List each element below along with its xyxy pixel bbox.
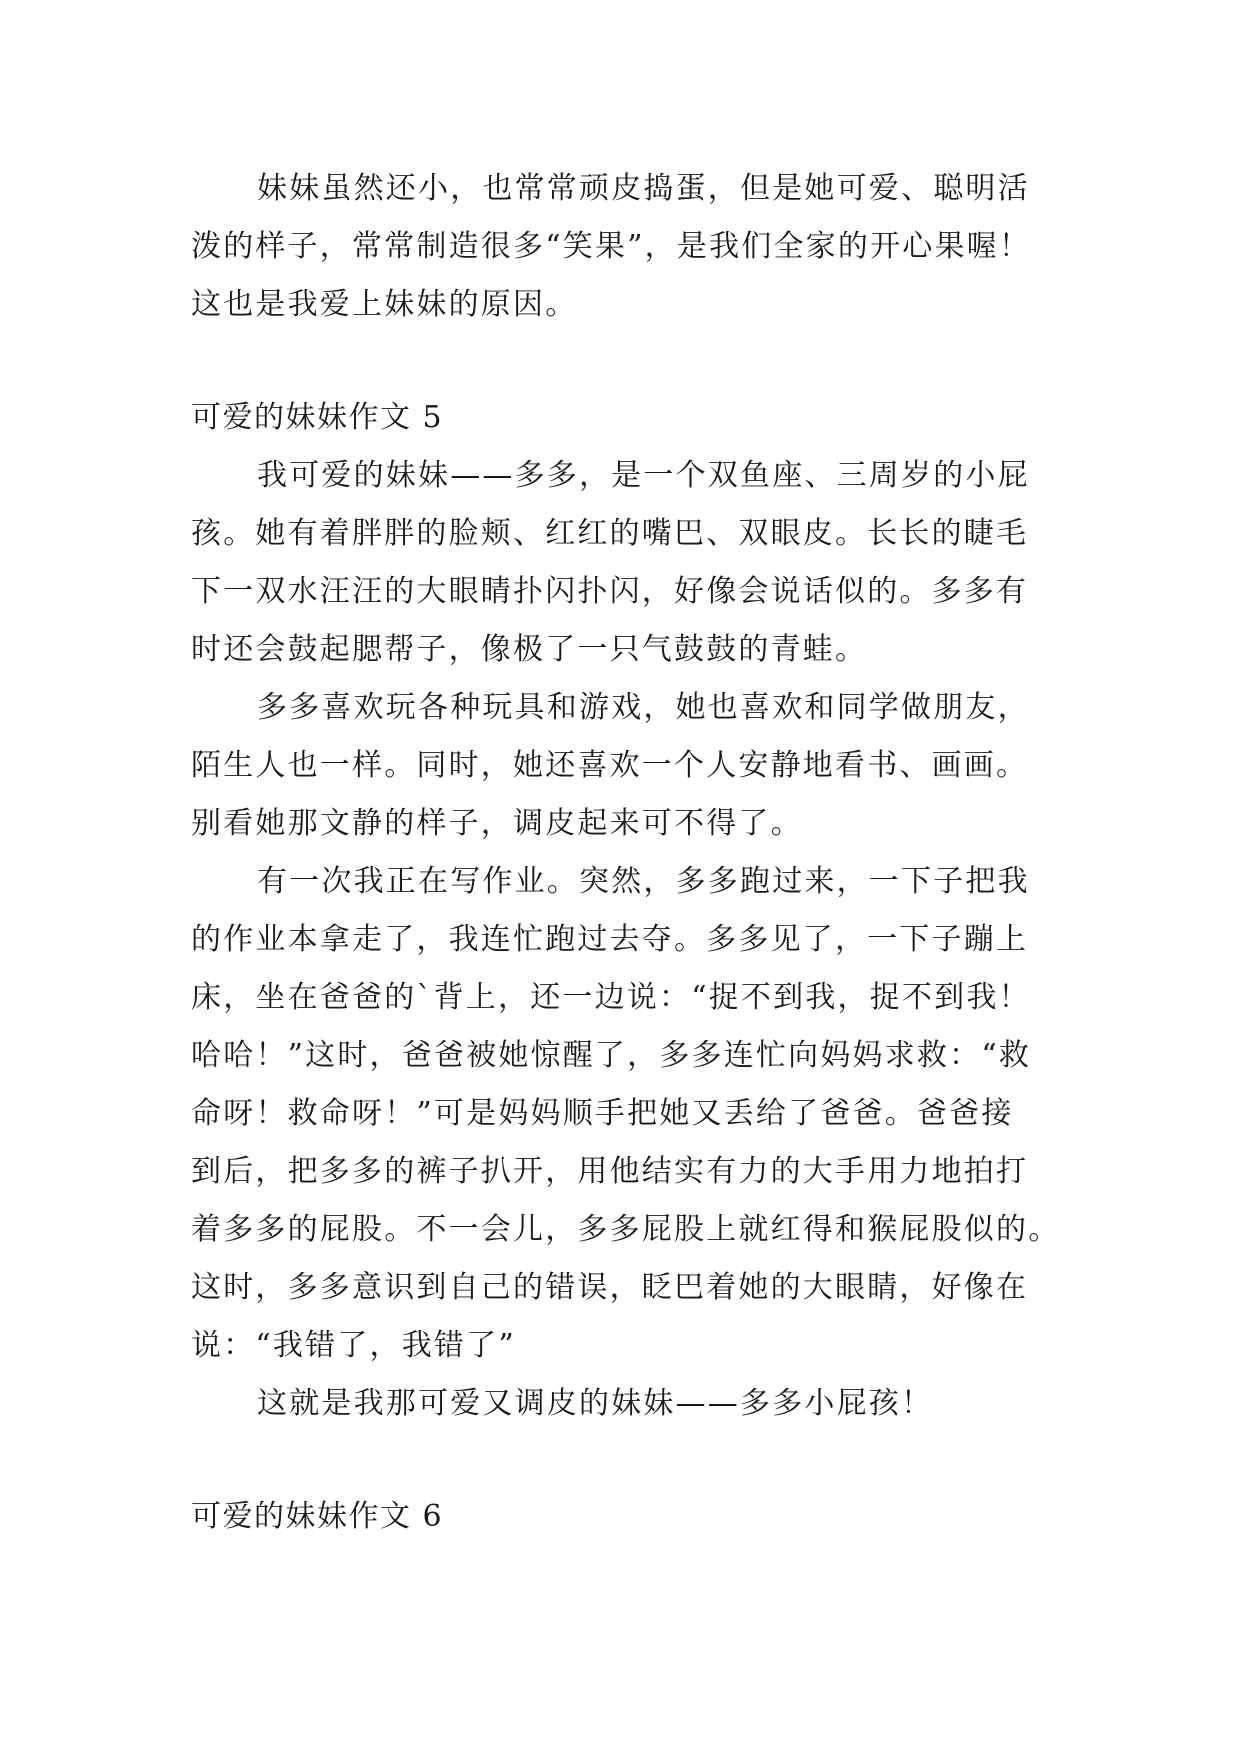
paragraph-line: 到后，把多多的裤子扒开，用他结实有力的大手用力地拍打 bbox=[191, 1154, 1029, 1189]
paragraph-line: 床，坐在爸爸的`背上，还一边说：“捉不到我，捉不到我！ bbox=[191, 980, 1031, 1015]
paragraph-line: 泼的样子，常常制造很多“笑果”，是我们全家的开心果喔！ bbox=[191, 229, 1032, 264]
paragraph-line: 孩。她有着胖胖的脸颊、红红的嘴巴、双眼皮。长长的睫毛 bbox=[191, 516, 1029, 551]
paragraph-line: 多多喜欢玩各种玩具和游戏，她也喜欢和同学做朋友， bbox=[257, 690, 1030, 725]
paragraph-line: 这就是我那可爱又调皮的妹妹——多多小屁孩！ bbox=[257, 1386, 934, 1421]
section-heading: 可爱的妹妹作文 5 bbox=[191, 400, 444, 435]
paragraph-line: 有一次我正在写作业。突然，多多跑过来，一下子把我 bbox=[257, 864, 1030, 899]
paragraph-line: 妹妹虽然还小，也常常顽皮捣蛋，但是她可爱、聪明活 bbox=[257, 171, 1030, 206]
paragraph-line: 的作业本拿走了，我连忙跑过去夺。多多见了，一下子蹦上 bbox=[191, 922, 1029, 957]
paragraph-line: 着多多的屁股。不一会儿，多多屁股上就红得和猴屁股似的。 bbox=[191, 1212, 1061, 1247]
paragraph-line: 这也是我爱上妹妹的原因。 bbox=[191, 287, 578, 322]
paragraph-line: 陌生人也一样。同时，她还喜欢一个人安静地看书、画画。 bbox=[191, 748, 1029, 783]
paragraph-line: 别看她那文静的样子，调皮起来可不得了。 bbox=[191, 806, 803, 841]
paragraph-line: 命呀！救命呀！”可是妈妈顺手把她又丢给了爸爸。爸爸接 bbox=[191, 1096, 1014, 1131]
section-heading: 可爱的妹妹作文 6 bbox=[191, 1499, 444, 1534]
paragraph-line: 这时，多多意识到自己的错误，眨巴着她的大眼睛，好像在 bbox=[191, 1270, 1029, 1305]
paragraph-line: 哈哈！”这时，爸爸被她惊醒了，多多连忙向妈妈求救：“救 bbox=[191, 1038, 1032, 1073]
paragraph-line: 我可爱的妹妹——多多，是一个双鱼座、三周岁的小屁 bbox=[257, 458, 1030, 493]
paragraph-line: 说：“我错了，我错了” bbox=[191, 1328, 516, 1363]
paragraph-line: 下一双水汪汪的大眼睛扑闪扑闪，好像会说话似的。多多有 bbox=[191, 574, 1029, 609]
paragraph-line: 时还会鼓起腮帮子，像极了一只气鼓鼓的青蛙。 bbox=[191, 632, 868, 667]
